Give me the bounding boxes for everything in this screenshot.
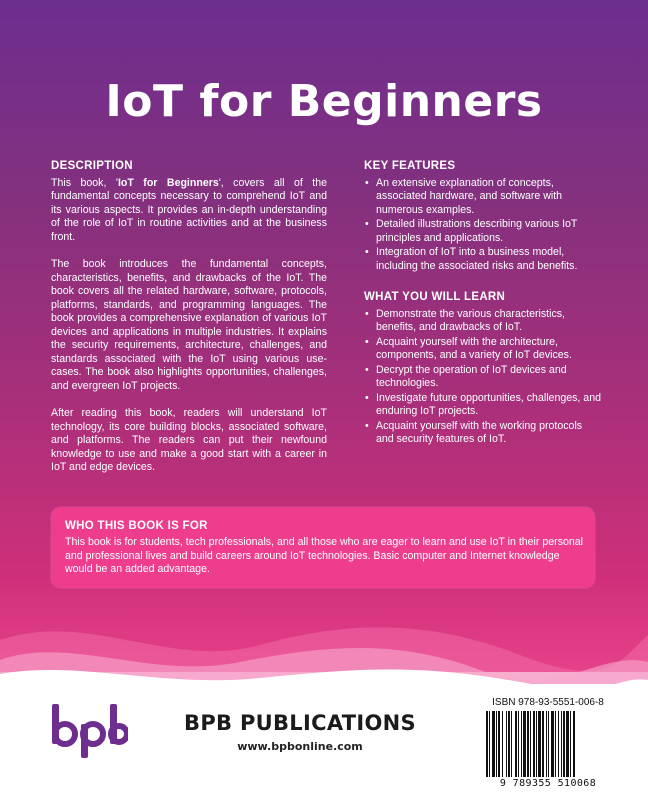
description-paragraph-2: The book introduces the fundamental concepts, characteristics, benefits, and drawbacks of the IoT. The book covers all the related hardware, software, protocols, platforms, standards, and programming languages. The book provides a comprehensive explanation of various IoT devices and applications in multiple industries. It explains the security requirements, architecture, challenges, and standards associated with the IoT using various use-cases. The book also highlights opportunities, challenges, and evergreen IoT projects. — [51, 258, 327, 392]
key-features-list — [364, 177, 602, 274]
description-heading: DESCRIPTION — [51, 160, 133, 172]
who-heading: WHO THIS BOOK IS FOR — [65, 520, 208, 532]
key-feature-item: • Detailed illustrations describing various IoT principles and applications. — [364, 218, 602, 245]
decorative-waves — [0, 600, 648, 690]
isbn-block — [478, 697, 618, 793]
publisher-website: www.bpbonline.com — [237, 740, 363, 753]
book-title: IoT for Beginners — [105, 76, 543, 127]
learn-item: • Acquaint yourself with the working protocols and security features of IoT. — [364, 420, 602, 447]
key-feature-item: • Integration of IoT into a business model, including the associated risks and benefits. — [364, 246, 602, 273]
features-column — [364, 160, 602, 465]
description-p1-start: This book, ' — [51, 176, 118, 189]
key-feature-item: • An extensive explanation of concepts, associated hardware, and software with numerous examples. — [364, 177, 602, 218]
learn-item: • Acquaint yourself with the architecture, components, and a variety of IoT devices. — [364, 336, 602, 363]
who-this-book-is-for-box — [51, 507, 595, 588]
who-text: This book is for students, tech professionals, and all those who are eager to learn and use IoT in their personal and professional lives and build careers around IoT technologies. Basic computer and Internet knowledge would be an added advantage. — [65, 536, 584, 575]
learn-item: • Investigate future opportunities, challenges, and enduring IoT projects. — [364, 392, 602, 419]
barcode-icon — [484, 711, 614, 777]
description-section — [51, 160, 327, 489]
description-paragraph-1 — [51, 177, 327, 245]
learn-list — [364, 308, 602, 447]
barcode-digits: 9 789355 510068 — [499, 778, 597, 789]
publisher-name: BPB PUBLICATIONS — [184, 711, 416, 735]
isbn-label: ISBN 978-93-5551-006-8 — [492, 697, 604, 708]
learn-item: • Decrypt the operation of IoT devices and technologies. — [364, 364, 602, 391]
bpb-logo-icon — [48, 704, 128, 758]
learn-heading: WHAT YOU WILL LEARN — [364, 291, 506, 303]
description-p1-end: ', covers all of the fundamental concepts necessary to comprehend IoT and its various aspects. It provides an in-depth understanding of the role of IoT in routine activities and at the business front. — [51, 176, 328, 243]
description-paragraph-3: After reading this book, readers will understand IoT technology, its core building blocks, associated software, and platforms. The readers can put their newfound knowledge to use and make a good start with a career in IoT and edge devices. — [51, 407, 327, 473]
key-features-heading: KEY FEATURES — [364, 160, 456, 172]
description-p1-book-name: IoT for Beginners — [117, 176, 219, 189]
learn-item: • Demonstrate the various characteristics, benefits, and drawbacks of IoT. — [364, 308, 602, 335]
